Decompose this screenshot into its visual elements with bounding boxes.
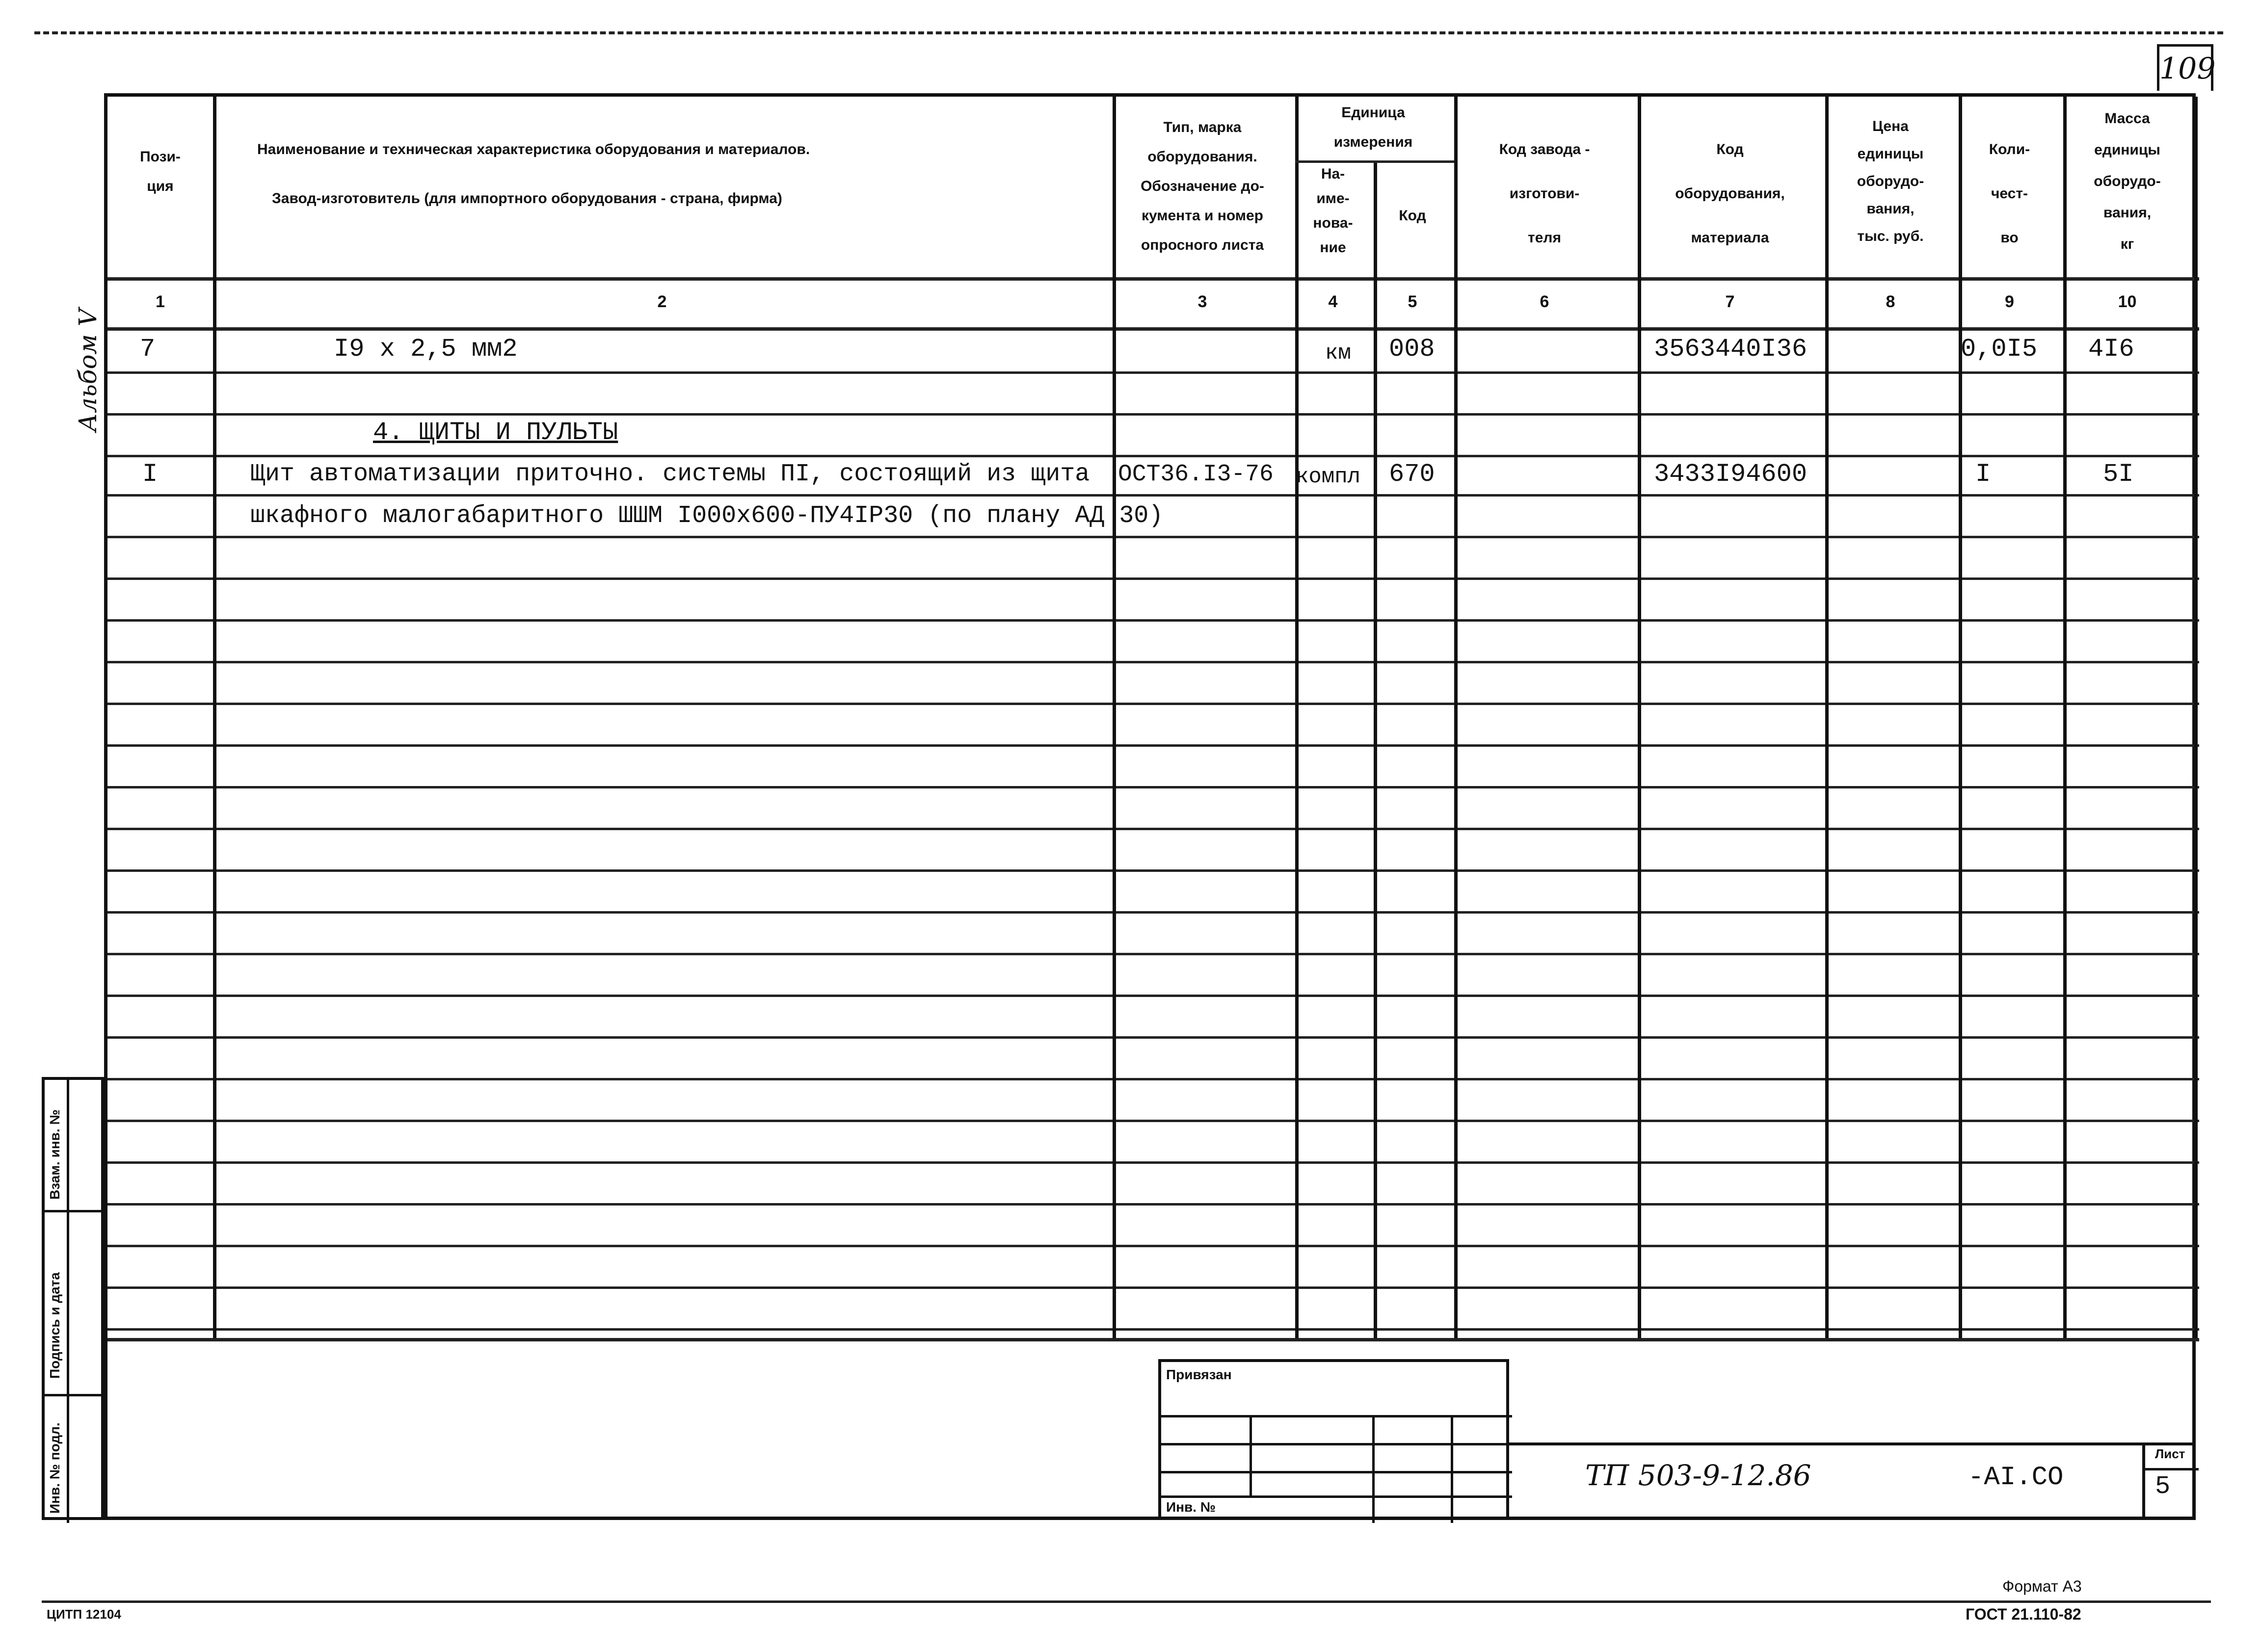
row-line [107, 1120, 2199, 1122]
side-album-label: Альбом V [74, 308, 102, 432]
header-price: Цена единицы оборудо- вания, тыс. руб. [1857, 118, 1924, 244]
row-line [107, 413, 2199, 416]
row-line [107, 953, 2199, 955]
section-title: 4. ЩИТЫ И ПУЛЬТЫ [373, 418, 618, 447]
list-box [2142, 1442, 2196, 1520]
top-border-line [34, 31, 2223, 34]
row3-mass: 5I [2103, 460, 2134, 489]
header-unit-name: На- име- нова- ние [1313, 166, 1353, 256]
row-line [107, 455, 2199, 457]
side-stamp-row-line [45, 1210, 107, 1212]
row-line [107, 744, 2199, 747]
row3-unit: компл [1296, 465, 1361, 489]
header-unit-code: Код [1399, 208, 1426, 224]
col-divider [1295, 97, 1299, 1338]
colnum-10: 10 [2118, 292, 2137, 311]
col-divider [1825, 97, 1829, 1338]
row3-matcode: 3433I94600 [1654, 460, 1808, 489]
col-divider [1959, 97, 1962, 1338]
header-unit: Единица измерения [1333, 105, 1413, 150]
row-line [107, 1286, 2199, 1289]
inv-no-label: Инв. № [1166, 1499, 1216, 1515]
row1-mass: 4I6 [2088, 335, 2134, 364]
row-line [107, 536, 2199, 538]
row1-matcode: 3563440I36 [1654, 335, 1808, 364]
header-quantity: Коли- чест- во [1989, 141, 2030, 246]
row-line [107, 371, 2199, 374]
list-label: Лист [2155, 1446, 2185, 1461]
privyazan-line [1161, 1443, 1512, 1445]
row-line [107, 1245, 2199, 1247]
row-line [107, 703, 2199, 705]
row-line [107, 1328, 2199, 1331]
side-stamp-divider [67, 1080, 69, 1523]
header-position: Пози- ция [140, 149, 181, 194]
colnum-9: 9 [2005, 292, 2014, 311]
privyazan-line [1161, 1471, 1512, 1473]
row1-unit: км [1325, 341, 1351, 366]
col-divider [2063, 97, 2067, 1338]
header-bottom-line [107, 277, 2199, 281]
privyazan-line [1161, 1495, 1512, 1498]
row-line [107, 1078, 2199, 1080]
sheet-number-handwritten: 109 [2159, 52, 2216, 86]
doc-code: ТП 503-9-12.86 [1585, 1459, 1811, 1492]
row-line [107, 1203, 2199, 1206]
side-stamp-row-line [45, 1394, 107, 1396]
privyazan-vline [1250, 1415, 1252, 1495]
row-line [107, 869, 2199, 872]
colnum-5: 5 [1408, 292, 1417, 311]
row-line [107, 828, 2199, 830]
privyazan-label: Привязан [1166, 1367, 1232, 1382]
row1-name: I9 x 2,5 мм2 [334, 335, 518, 364]
side-stamp-inv-vzam: Взам. инв. № [47, 1109, 62, 1200]
col-divider [1454, 97, 1458, 1338]
header-name-line2: Завод-изготовитель (для импортного оборудования - страна, фирма) [272, 190, 782, 207]
row-line [107, 1036, 2199, 1039]
row-line [107, 786, 2199, 788]
row3-code: 670 [1389, 460, 1435, 489]
row3-name: Щит автоматизации приточно. системы ПI, состоящий из щита [250, 460, 1090, 488]
bottom-border-line [42, 1600, 2211, 1603]
sheet-number-box [2157, 44, 2216, 91]
header-mass: Масса единицы оборудо- вания, кг [2094, 110, 2161, 252]
row1-quantity: 0,0I5 [1961, 335, 2038, 364]
row-line [107, 619, 2199, 622]
colnum-4: 4 [1328, 292, 1338, 311]
row1-code: 008 [1389, 335, 1435, 364]
row1-position: 7 [140, 335, 156, 364]
footer-gost: ГОСТ 21.110-82 [1966, 1605, 2081, 1623]
header-equipment-code: Код оборудования, материала [1675, 141, 1785, 246]
row3-type: ОСТ36.I3-76 [1118, 461, 1274, 488]
row-line [107, 911, 2199, 914]
privyazan-vline [1372, 1415, 1375, 1523]
row-line [107, 995, 2199, 997]
list-number: 5 [2155, 1472, 2171, 1501]
header-factory-code: Код завода - изготови- теля [1499, 141, 1590, 246]
privyazan-line [1161, 1415, 1512, 1417]
row3-name-continued: шкафного малогабаритного ШШМ I000x600-ПУ4IР30 (по плану АД 30) [250, 502, 1164, 530]
footer-format: Формат А3 [2002, 1577, 2082, 1595]
colnum-6: 6 [1540, 292, 1549, 311]
colnum-3: 3 [1197, 292, 1207, 311]
colnum-7: 7 [1725, 292, 1735, 311]
privyazan-block [1158, 1359, 1509, 1520]
col-divider [1113, 97, 1116, 1338]
header-name-line1: Наименование и техническая характеристика оборудования и материалов. [257, 141, 810, 157]
row-line [107, 1161, 2199, 1164]
colnum-2: 2 [657, 292, 667, 311]
header-type: Тип, марка оборудования. Обозначение до- кумента и номер опросного листа [1141, 119, 1264, 253]
row3-quantity: I [1975, 460, 1991, 489]
table-bottom-line [107, 1338, 2199, 1341]
side-stamp-inv-podl: Инв. № подл. [47, 1422, 62, 1514]
colnum-1: 1 [156, 292, 165, 311]
row-line [107, 577, 2199, 580]
col-divider [1638, 97, 1641, 1338]
side-stamp-podpis: Подпись и дата [47, 1272, 62, 1379]
list-box-line [2145, 1468, 2199, 1470]
privyazan-vline [1451, 1415, 1453, 1523]
col-divider [2194, 97, 2198, 1338]
colnum-bottom-line [107, 327, 2199, 331]
doc-suffix: -АI.СО [1968, 1463, 2064, 1493]
footer-left: ЦИТП 12104 [47, 1607, 121, 1622]
colnum-8: 8 [1886, 292, 1895, 311]
row3-position: I [142, 460, 158, 489]
row-line [107, 661, 2199, 663]
col-divider [213, 97, 216, 1338]
row-line [107, 494, 2199, 497]
col-divider [1374, 160, 1377, 1338]
